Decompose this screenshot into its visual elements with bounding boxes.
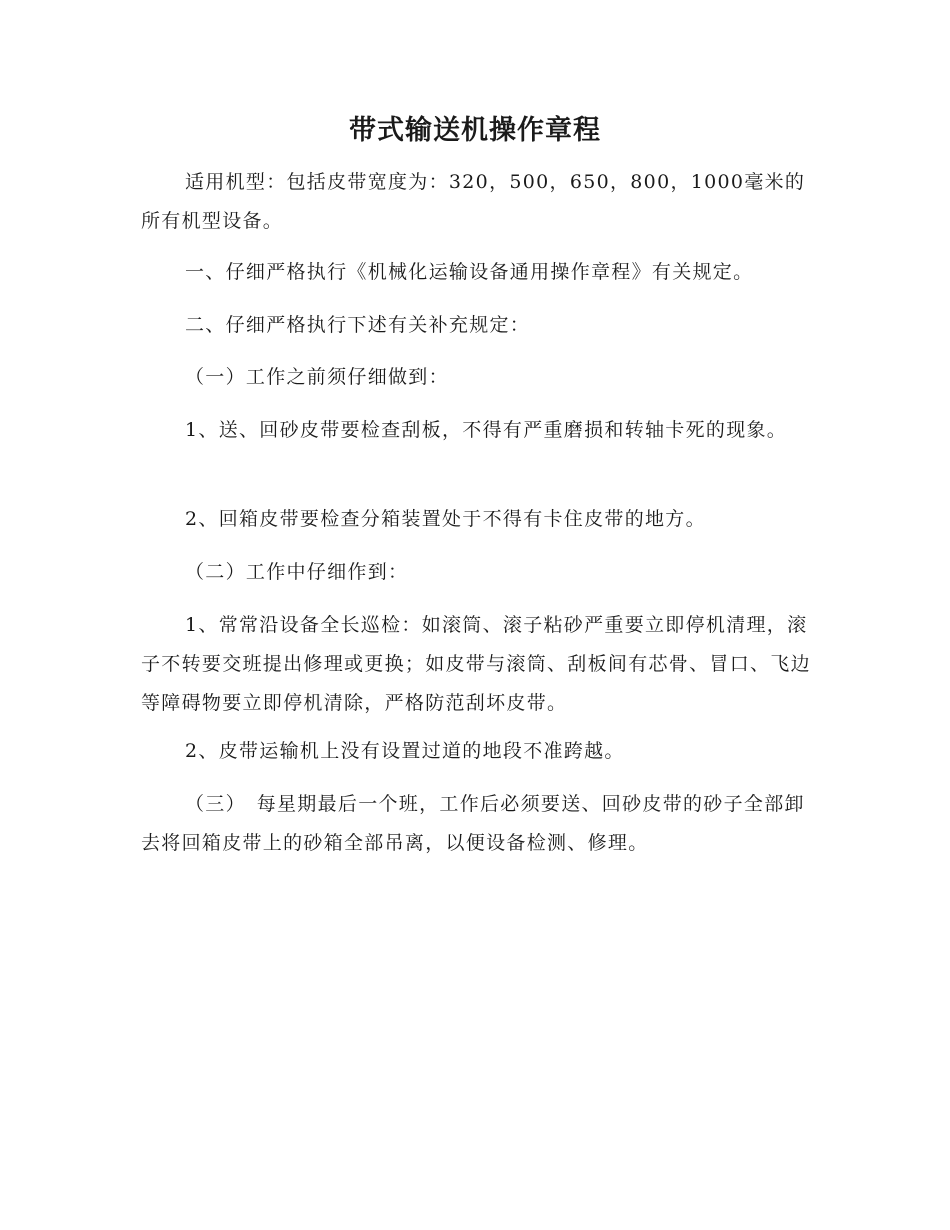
paragraph-subsection-3: （三） 每星期最后一个班，工作后必须要送、回砂皮带的砂子全部卸去将回箱皮带上的砂箱全部吊离，以便设备检测、修理。 (141, 793, 805, 854)
document-title: 带式输送机操作章程 (349, 115, 601, 146)
paragraph-section-1: 一、仔细严格执行《机械化运输设备通用操作章程》有关规定。 (185, 261, 754, 283)
paragraph-subsection-2: （二）工作中仔细作到： (185, 561, 409, 583)
paragraph-subsection-1: （一）工作之前须仔细做到： (185, 366, 449, 388)
paragraph-applicable-models: 适用机型：包括皮带宽度为：320，500，650，800，1000毫米的所有机型设备。 (141, 171, 806, 232)
paragraph-item-1-2: 2、回箱皮带要检查分箱装置处于不得有卡住皮带的地方。 (185, 508, 706, 530)
paragraph-item-2-1: 1、常常沿设备全长巡检：如滚筒、滚子粘砂严重要立即停机清理，滚子不转要交班提出修理或更换；如皮带与滚筒、刮板间有芯骨、冒口、飞边等障碍物要立即停机清除，严格防范刮坏皮带。 (141, 614, 811, 714)
paragraph-section-2: 二、仔细严格执行下述有关补充规定： (185, 314, 531, 336)
paragraph-item-1-1: 1、送、回砂皮带要检查刮板，不得有严重磨损和转轴卡死的现象。 (185, 419, 788, 441)
paragraph-item-2-2: 2、皮带运输机上没有设置过道的地段不准跨越。 (185, 740, 625, 762)
